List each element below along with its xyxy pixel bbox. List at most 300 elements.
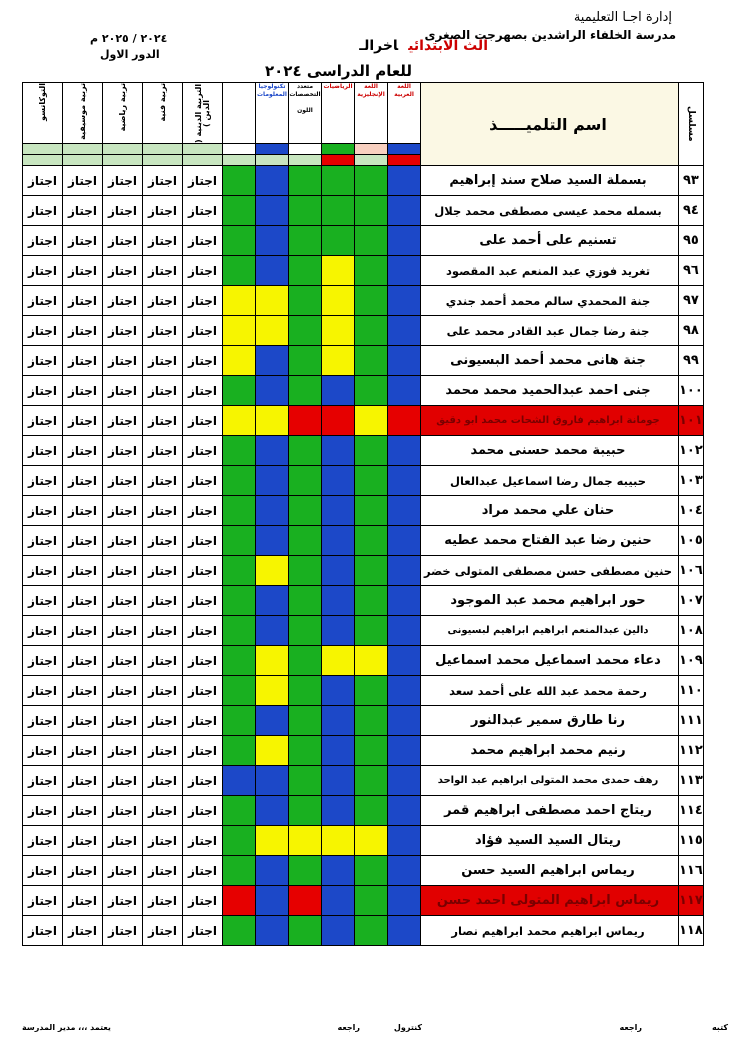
table-row	[23, 886, 704, 916]
grade-color-cell	[355, 376, 388, 406]
school-name: مدرسة الخلفاء الراشدين بصهرجت الصغرى	[424, 28, 676, 42]
status-cell-art: اجتاز	[143, 706, 183, 736]
table-row	[23, 166, 704, 196]
col-english: اللغة الإنجليزية	[355, 83, 388, 144]
grade-color-cell	[388, 196, 421, 226]
status-cell-music: اجتاز	[63, 676, 103, 706]
grade-color-cell	[322, 256, 355, 286]
grade-color-cell	[388, 676, 421, 706]
status-cell-sport: اجتاز	[103, 796, 143, 826]
student-name: ريماس ابراهيم المتولى احمد حسن	[421, 886, 679, 916]
status-cell-art: اجتاز	[143, 346, 183, 376]
table-row	[23, 556, 704, 586]
student-serial: ٩٥	[679, 226, 704, 256]
table-row	[23, 256, 704, 286]
grade-color-cell	[388, 466, 421, 496]
footer-writer: كتبه	[711, 1023, 728, 1032]
status-cell-tech: اجتاز	[23, 856, 63, 886]
status-cell-music: اجتاز	[63, 556, 103, 586]
status-cell-art: اجتاز	[143, 856, 183, 886]
student-name: تغريد فوزي عبد المنعم عبد المقصود	[421, 256, 679, 286]
grade-color-cell	[223, 406, 256, 436]
status-cell-religion: اجتاز	[183, 256, 223, 286]
status-cell-sport: اجتاز	[103, 856, 143, 886]
grade-color-cell	[256, 796, 289, 826]
student-name: دالين عبدالمنعم ابراهيم ابراهيم لبسيونى	[421, 616, 679, 646]
grade-color-cell	[388, 436, 421, 466]
table-row	[23, 736, 704, 766]
status-cell-religion: اجتاز	[183, 796, 223, 826]
grade-color-cell	[256, 676, 289, 706]
grade-color-cell	[223, 796, 256, 826]
status-cell-tech: اجتاز	[23, 796, 63, 826]
student-serial: ٩٦	[679, 256, 704, 286]
status-cell-sport: اجتاز	[103, 316, 143, 346]
grade-color-cell	[223, 556, 256, 586]
student-serial: ١١٤	[679, 796, 704, 826]
status-cell-tech: اجتاز	[23, 826, 63, 856]
grade-color-cell	[322, 196, 355, 226]
grade-color-cell	[223, 196, 256, 226]
grade-color-cell	[223, 706, 256, 736]
grade-color-cell	[322, 316, 355, 346]
grade-color-cell	[355, 166, 388, 196]
grade-color-cell	[223, 736, 256, 766]
footer-reviewer-1: راجعه	[619, 1023, 642, 1032]
status-cell-religion: اجتاز	[183, 886, 223, 916]
grade-color-cell	[322, 796, 355, 826]
student-serial: ١١٢	[679, 736, 704, 766]
grade-color-cell	[289, 496, 322, 526]
status-cell-music: اجتاز	[63, 736, 103, 766]
grade-color-cell	[256, 556, 289, 586]
student-name: رهف حمدى محمد المتولى ابراهيم عبد الواحد	[421, 766, 679, 796]
grade-color-cell	[355, 196, 388, 226]
grade-color-cell	[388, 496, 421, 526]
student-name: حور ابراهيم محمد عبد الموجود	[421, 586, 679, 616]
grade-color-cell	[388, 616, 421, 646]
col-arabic: اللغة العربية	[388, 83, 421, 144]
grade-color-cell	[355, 526, 388, 556]
status-cell-music: اجتاز	[63, 586, 103, 616]
status-cell-music: اجتاز	[63, 706, 103, 736]
status-cell-music: اجتاز	[63, 466, 103, 496]
grade-color-cell	[289, 586, 322, 616]
grade-color-cell	[256, 646, 289, 676]
student-serial: ١٠٣	[679, 466, 704, 496]
student-name: جنة رضا جمال عبد القادر محمد على	[421, 316, 679, 346]
student-name: حبيبة محمد حسنى محمد	[421, 436, 679, 466]
col-sport: تربية رياضية	[103, 83, 143, 144]
grade-color-cell	[289, 286, 322, 316]
footer-principal: يعتمد ،،، مدير المدرسة	[22, 1023, 111, 1032]
col-math: الرياضيات	[322, 83, 355, 144]
status-cell-art: اجتاز	[143, 316, 183, 346]
grade-color-cell	[388, 916, 421, 946]
grade-color-cell	[223, 226, 256, 256]
grade-color-cell	[256, 436, 289, 466]
student-name: حنين رضا عبد الفتاح محمد عطيه	[421, 526, 679, 556]
student-serial: ١٠٩	[679, 646, 704, 676]
grade-color-cell	[289, 856, 322, 886]
status-cell-religion: اجتاز	[183, 346, 223, 376]
grade-color-cell	[388, 526, 421, 556]
grade-color-cell	[355, 406, 388, 436]
table-row	[23, 796, 704, 826]
grade-color-cell	[289, 406, 322, 436]
status-cell-tech: اجتاز	[23, 526, 63, 556]
footer-controller: كنترول	[393, 1023, 422, 1032]
administration-title: إدارة اجـا التعليمية	[573, 10, 672, 25]
grade-color-cell	[289, 706, 322, 736]
status-cell-music: اجتاز	[63, 526, 103, 556]
grade-color-cell	[388, 226, 421, 256]
grade-color-cell	[355, 676, 388, 706]
grade-color-cell	[388, 856, 421, 886]
grade-color-cell	[355, 736, 388, 766]
status-cell-tech: اجتاز	[23, 466, 63, 496]
status-cell-religion: اجتاز	[183, 766, 223, 796]
grade-color-cell	[256, 616, 289, 646]
status-cell-sport: اجتاز	[103, 226, 143, 256]
grade-color-cell	[322, 376, 355, 406]
grade-color-cell	[355, 496, 388, 526]
student-serial: ١٠٨	[679, 616, 704, 646]
status-cell-tech: اجتاز	[23, 586, 63, 616]
grade-color-cell	[355, 436, 388, 466]
results-table	[22, 82, 704, 946]
grade-color-cell	[289, 616, 322, 646]
status-cell-music: اجتاز	[63, 286, 103, 316]
grade-color-cell	[256, 166, 289, 196]
status-cell-religion: اجتاز	[183, 646, 223, 676]
col-spacer	[223, 83, 256, 144]
grade-color-cell	[322, 886, 355, 916]
table-row	[23, 496, 704, 526]
grade-color-cell	[322, 286, 355, 316]
grade-color-cell	[388, 376, 421, 406]
grade-color-cell	[322, 436, 355, 466]
grade-color-cell	[388, 706, 421, 736]
status-cell-religion: اجتاز	[183, 376, 223, 406]
status-cell-art: اجتاز	[143, 196, 183, 226]
student-serial: ٩٩	[679, 346, 704, 376]
status-cell-art: اجتاز	[143, 466, 183, 496]
table-row	[23, 616, 704, 646]
status-cell-art: اجتاز	[143, 556, 183, 586]
status-cell-art: اجتاز	[143, 676, 183, 706]
grade-color-cell	[289, 346, 322, 376]
status-cell-music: اجتاز	[63, 196, 103, 226]
student-name: بسملة السيد صلاح سند إبراهيم	[421, 166, 679, 196]
table-row	[23, 646, 704, 676]
table-row	[23, 826, 704, 856]
student-serial: ١٠٦	[679, 556, 704, 586]
status-cell-sport: اجتاز	[103, 646, 143, 676]
status-cell-music: اجتاز	[63, 886, 103, 916]
status-cell-sport: اجتاز	[103, 196, 143, 226]
grade-color-cell	[355, 556, 388, 586]
table-row	[23, 766, 704, 796]
grade-color-cell	[223, 316, 256, 346]
grade-color-cell	[355, 796, 388, 826]
grade-color-cell	[355, 916, 388, 946]
status-cell-religion: اجتاز	[183, 706, 223, 736]
status-cell-tech: اجتاز	[23, 166, 63, 196]
student-serial: ٩٨	[679, 316, 704, 346]
grade-color-cell	[355, 586, 388, 616]
status-cell-religion: اجتاز	[183, 676, 223, 706]
grade-color-cell	[256, 916, 289, 946]
status-cell-sport: اجتاز	[103, 706, 143, 736]
grade-color-cell	[223, 646, 256, 676]
student-serial: ١١٠	[679, 676, 704, 706]
grade-color-cell	[289, 766, 322, 796]
student-serial: ١١٦	[679, 856, 704, 886]
status-cell-sport: اجتاز	[103, 916, 143, 946]
student-serial: ١١١	[679, 706, 704, 736]
status-cell-sport: اجتاز	[103, 256, 143, 286]
status-cell-tech: اجتاز	[23, 196, 63, 226]
grade-color-cell	[355, 226, 388, 256]
status-cell-tech: اجتاز	[23, 676, 63, 706]
status-cell-sport: اجتاز	[103, 826, 143, 856]
grade-color-cell	[223, 286, 256, 316]
student-serial: ٩٣	[679, 166, 704, 196]
status-cell-tech: اجتاز	[23, 706, 63, 736]
table-row	[23, 286, 704, 316]
student-serial: ١٠٠	[679, 376, 704, 406]
table-row	[23, 226, 704, 256]
status-cell-sport: اجتاز	[103, 586, 143, 616]
grade-color-cell	[256, 196, 289, 226]
student-serial: ٩٤	[679, 196, 704, 226]
student-name: حنان علي محمد مراد	[421, 496, 679, 526]
status-cell-music: اجتاز	[63, 826, 103, 856]
status-cell-sport: اجتاز	[103, 346, 143, 376]
table-row	[23, 586, 704, 616]
status-cell-sport: اجتاز	[103, 466, 143, 496]
grade-color-cell	[256, 526, 289, 556]
grade-color-cell	[223, 466, 256, 496]
grade-color-cell	[355, 766, 388, 796]
grade-color-cell	[388, 796, 421, 826]
exam-round: الدور الاول	[100, 48, 160, 61]
status-cell-tech: اجتاز	[23, 886, 63, 916]
grade-color-cell	[355, 886, 388, 916]
grade-color-cell	[289, 166, 322, 196]
grade-color-cell	[223, 616, 256, 646]
student-name: جنى احمد عبدالحميد محمد محمد	[421, 376, 679, 406]
grade-color-cell	[322, 856, 355, 886]
col-art: تربية فنية	[143, 83, 183, 144]
status-cell-tech: اجتاز	[23, 736, 63, 766]
grade-color-cell	[223, 856, 256, 886]
status-cell-religion: اجتاز	[183, 586, 223, 616]
status-cell-art: اجتاز	[143, 166, 183, 196]
grade-color-cell	[355, 856, 388, 886]
col-music: تربية موسيقية	[63, 83, 103, 144]
grade-color-cell	[388, 766, 421, 796]
status-cell-art: اجتاز	[143, 826, 183, 856]
table-row	[23, 706, 704, 736]
status-cell-music: اجتاز	[63, 916, 103, 946]
grade-color-cell	[289, 436, 322, 466]
status-cell-art: اجتاز	[143, 496, 183, 526]
status-cell-religion: اجتاز	[183, 916, 223, 946]
status-cell-sport: اجتاز	[103, 376, 143, 406]
status-cell-religion: اجتاز	[183, 436, 223, 466]
status-cell-religion: اجتاز	[183, 526, 223, 556]
status-cell-sport: اجتاز	[103, 736, 143, 766]
grade-color-cell	[223, 166, 256, 196]
grade-color-cell	[223, 586, 256, 616]
student-name: جنة هانى محمد أحمد البسيونى	[421, 346, 679, 376]
grade-color-cell	[355, 316, 388, 346]
status-cell-sport: اجتاز	[103, 286, 143, 316]
status-cell-sport: اجتاز	[103, 436, 143, 466]
school-year-title: للعام الدراسى ٢٠٢٤	[265, 62, 413, 80]
student-name: دعاء محمد اسماعيل محمد اسماعيل	[421, 646, 679, 676]
status-cell-music: اجتاز	[63, 646, 103, 676]
table-row	[23, 346, 704, 376]
footer-reviewer-2: راجعه	[337, 1023, 360, 1032]
status-cell-religion: اجتاز	[183, 556, 223, 586]
student-name: تسنيم على أحمد على	[421, 226, 679, 256]
status-cell-tech: اجتاز	[23, 616, 63, 646]
table-row	[23, 526, 704, 556]
grade-color-cell	[223, 496, 256, 526]
grade-color-cell	[256, 346, 289, 376]
grade-color-cell	[322, 526, 355, 556]
grade-color-cell	[322, 826, 355, 856]
grade-color-cell	[355, 466, 388, 496]
grade-color-cell	[223, 526, 256, 556]
status-cell-religion: اجتاز	[183, 736, 223, 766]
grade-color-cell	[322, 556, 355, 586]
color-label: اللون	[297, 107, 313, 114]
student-name: ريماس ابراهيم السيد حسن	[421, 856, 679, 886]
grade-color-cell	[223, 676, 256, 706]
status-cell-art: اجتاز	[143, 616, 183, 646]
grade-title-red: الث الابتدائي	[408, 38, 488, 54]
status-cell-tech: اجتاز	[23, 436, 63, 466]
grade-color-cell	[289, 916, 322, 946]
status-cell-tech: اجتاز	[23, 496, 63, 526]
student-serial: ١٠٤	[679, 496, 704, 526]
status-cell-sport: اجتاز	[103, 676, 143, 706]
status-cell-music: اجتاز	[63, 256, 103, 286]
student-name: ريماس ابراهيم محمد ابراهيم نصار	[421, 916, 679, 946]
grade-color-cell	[289, 646, 322, 676]
col-science: متعدد التخصصات اللون	[289, 83, 322, 144]
grade-color-cell	[355, 346, 388, 376]
grade-color-cell	[322, 166, 355, 196]
grade-color-cell	[256, 766, 289, 796]
table-row	[23, 376, 704, 406]
status-cell-religion: اجتاز	[183, 826, 223, 856]
status-cell-religion: اجتاز	[183, 226, 223, 256]
student-serial: ١٠٢	[679, 436, 704, 466]
col-religion: التربية الدينية ( الدين )	[183, 83, 223, 144]
grade-color-cell	[322, 916, 355, 946]
table-row	[23, 466, 704, 496]
status-cell-art: اجتاز	[143, 886, 183, 916]
col-serial: مسلسل	[679, 83, 704, 166]
student-name: حبيبه جمال رضا اسماعيل عبدالعال	[421, 466, 679, 496]
student-name: رنيم محمد ابراهيم محمد	[421, 736, 679, 766]
grade-color-cell	[223, 886, 256, 916]
status-cell-art: اجتاز	[143, 916, 183, 946]
table-row	[23, 916, 704, 946]
grade-color-cell	[256, 406, 289, 436]
grade-color-cell	[322, 346, 355, 376]
grade-color-cell	[256, 496, 289, 526]
status-cell-music: اجتاز	[63, 496, 103, 526]
grade-color-cell	[256, 316, 289, 346]
student-name: حنين مصطفى حسن مصطفى المتولى خضر	[421, 556, 679, 586]
grade-color-cell	[355, 616, 388, 646]
grade-color-cell	[388, 886, 421, 916]
status-cell-tech: اجتاز	[23, 286, 63, 316]
student-serial: ١١٥	[679, 826, 704, 856]
table-row	[23, 856, 704, 886]
status-cell-art: اجتاز	[143, 226, 183, 256]
grade-color-cell	[388, 736, 421, 766]
grade-color-cell	[256, 286, 289, 316]
grade-color-cell	[223, 766, 256, 796]
status-cell-tech: اجتاز	[23, 556, 63, 586]
grade-color-cell	[223, 436, 256, 466]
header-row	[23, 83, 704, 144]
col-tech: التوكاتسو	[23, 83, 63, 144]
status-cell-art: اجتاز	[143, 526, 183, 556]
grade-color-cell	[256, 466, 289, 496]
grade-color-cell	[223, 916, 256, 946]
grade-color-cell	[388, 286, 421, 316]
status-cell-art: اجتاز	[143, 736, 183, 766]
grade-color-cell	[223, 826, 256, 856]
grade-color-cell	[355, 706, 388, 736]
status-cell-tech: اجتاز	[23, 916, 63, 946]
status-cell-music: اجتاز	[63, 406, 103, 436]
grade-color-cell	[388, 256, 421, 286]
status-cell-sport: اجتاز	[103, 886, 143, 916]
grade-color-cell	[289, 886, 322, 916]
status-cell-tech: اجتاز	[23, 646, 63, 676]
grade-color-cell	[322, 646, 355, 676]
status-cell-tech: اجتاز	[23, 226, 63, 256]
grade-color-cell	[289, 526, 322, 556]
grade-color-cell	[256, 736, 289, 766]
status-cell-music: اجتاز	[63, 436, 103, 466]
status-cell-music: اجتاز	[63, 376, 103, 406]
student-serial: ١١٨	[679, 916, 704, 946]
grade-color-cell	[289, 256, 322, 286]
grade-color-cell	[388, 586, 421, 616]
grade-color-cell	[289, 196, 322, 226]
grade-color-cell	[322, 766, 355, 796]
status-cell-music: اجتاز	[63, 226, 103, 256]
status-cell-art: اجتاز	[143, 586, 183, 616]
grade-color-cell	[355, 826, 388, 856]
grade-color-cell	[388, 166, 421, 196]
status-cell-music: اجتاز	[63, 796, 103, 826]
grade-color-cell	[322, 586, 355, 616]
grade-color-cell	[388, 316, 421, 346]
table-row	[23, 196, 704, 226]
status-cell-sport: اجتاز	[103, 496, 143, 526]
